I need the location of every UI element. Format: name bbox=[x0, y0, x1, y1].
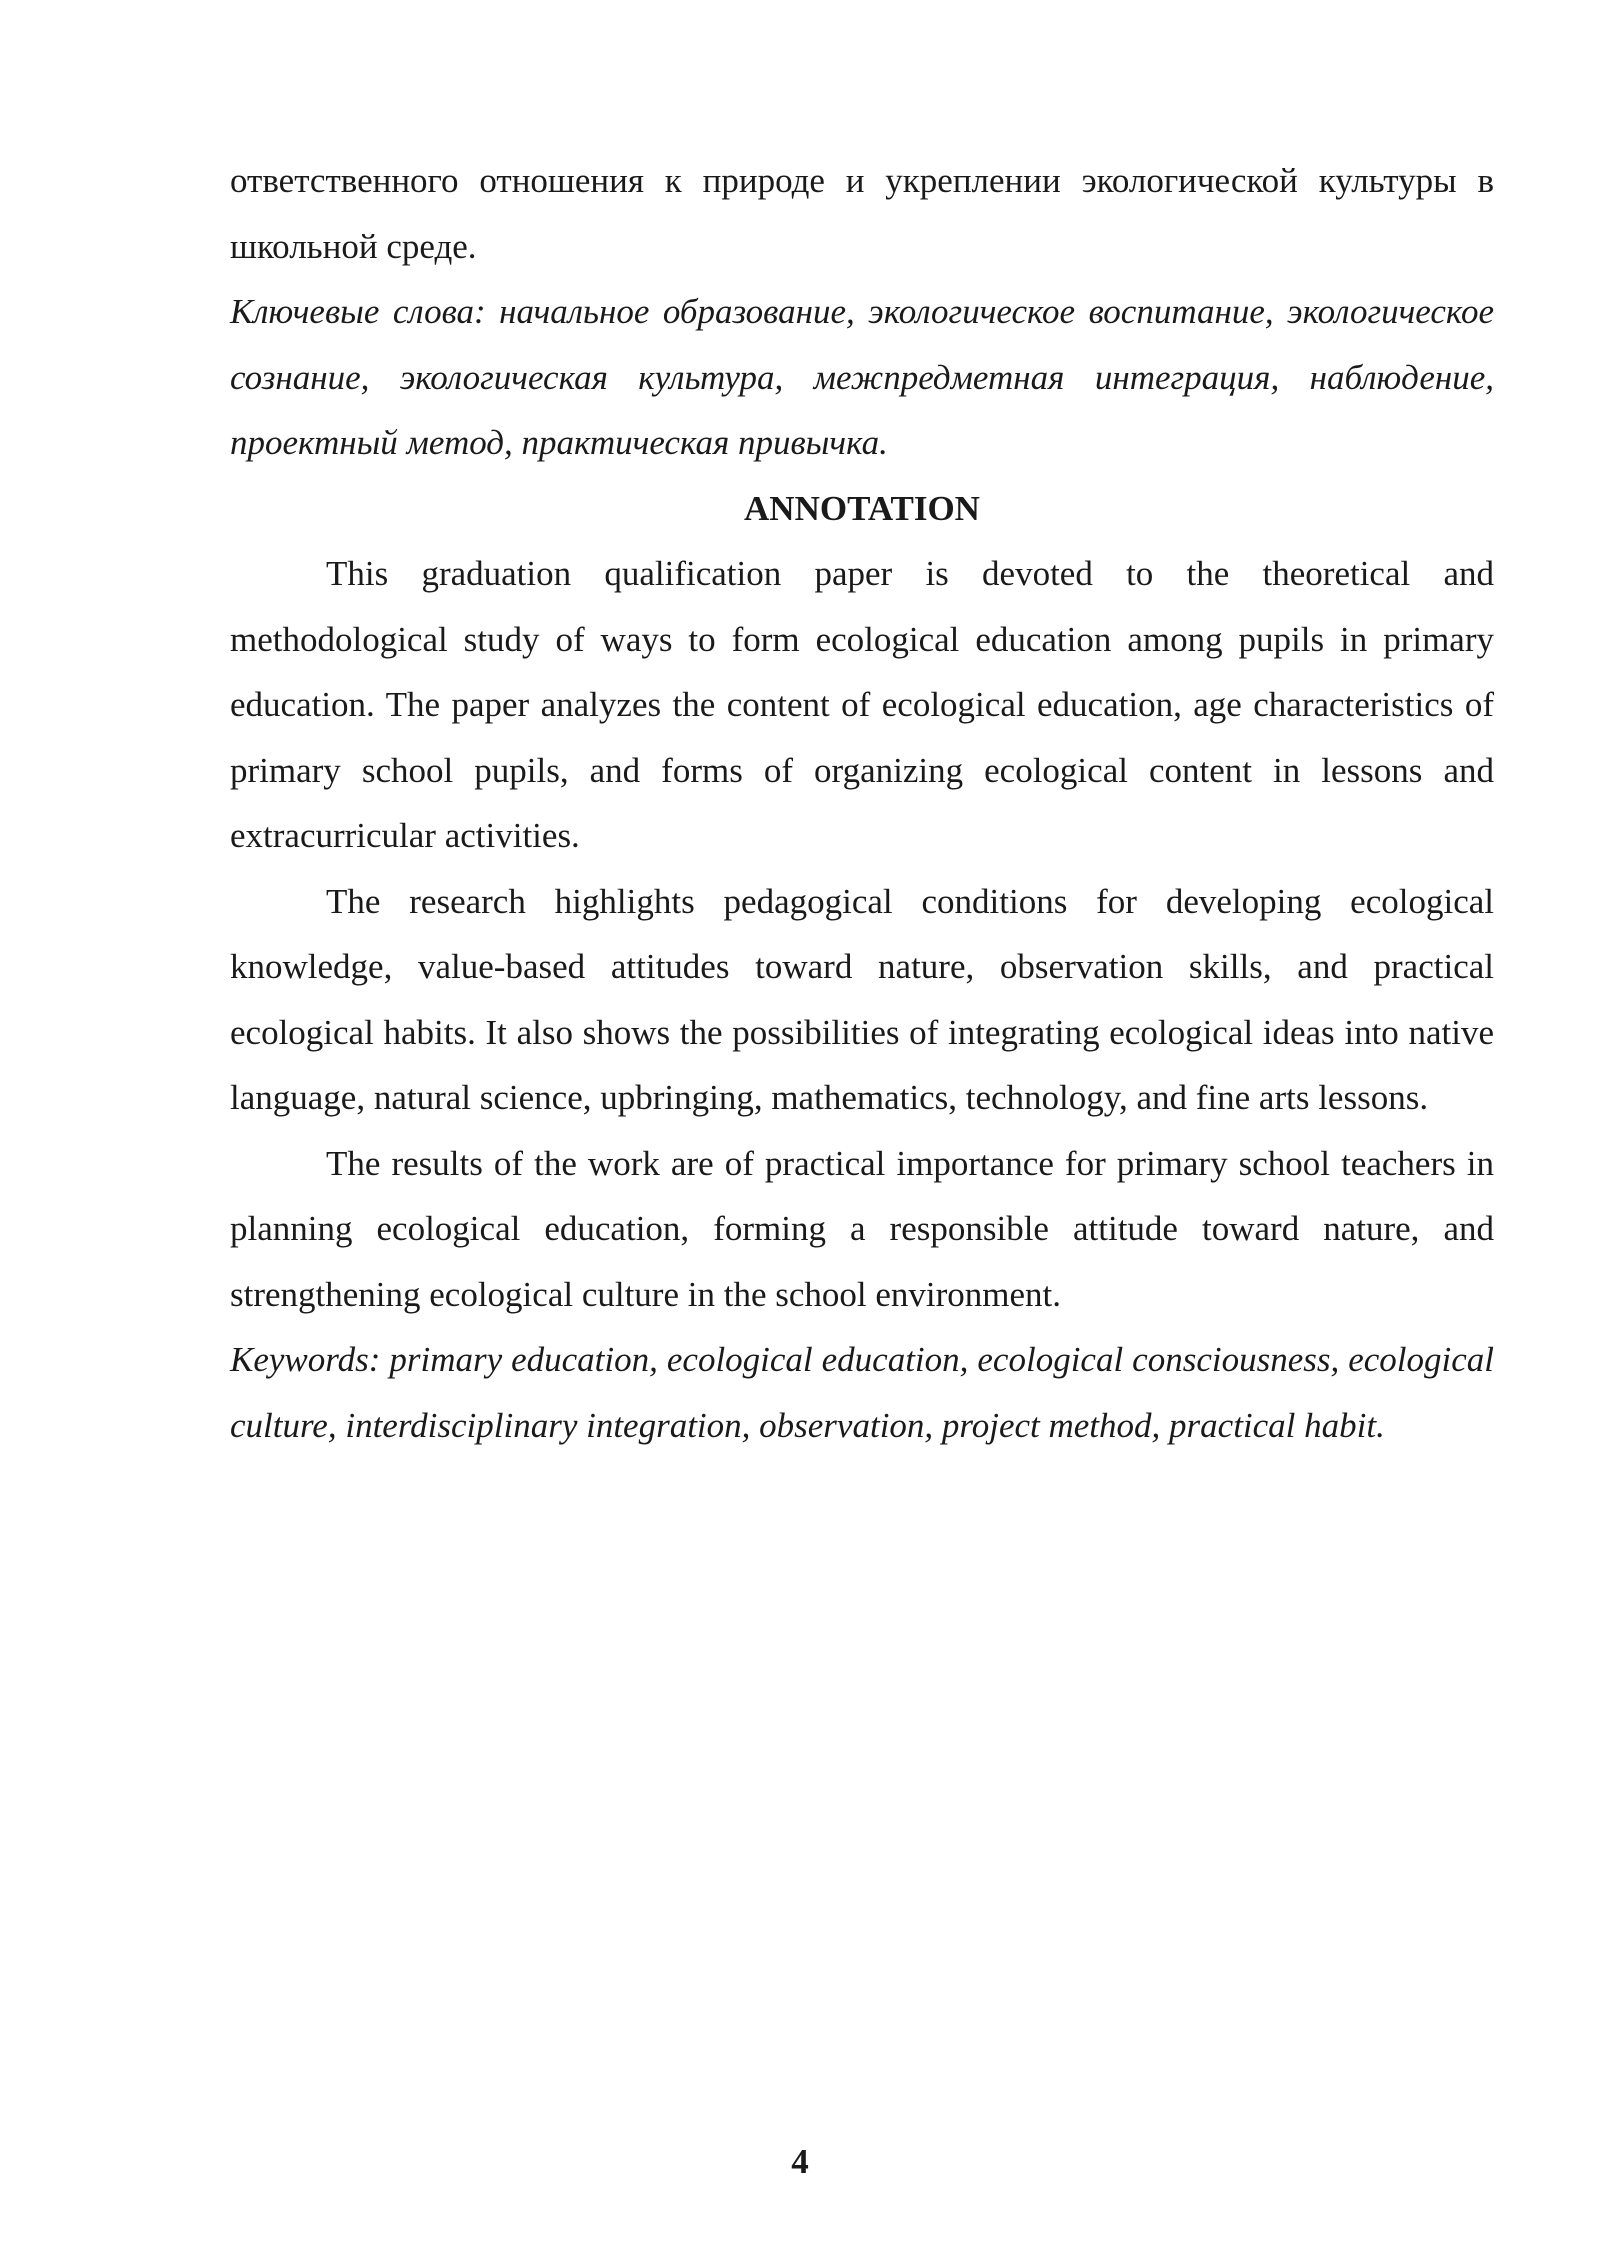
page-number: 4 bbox=[791, 2142, 809, 2181]
continuation-paragraph: ответственного отношения к природе и укреплении экологической культуры в школьной среде. bbox=[230, 161, 1494, 266]
annotation-heading: ANNOTATION bbox=[744, 488, 980, 528]
document-page bbox=[230, 148, 1494, 1458]
annotation-paragraph-3: The results of the work are of practical importance for primary school teachers in planning ecological education, forming a responsible attitude toward nature, and strengthening ecological culture in the school environment. bbox=[230, 1143, 1494, 1314]
keywords-english: Keywords: primary education, ecological education, ecological consciousness, ecological culture, interdisciplinary integration, observation, project method, practical habit. bbox=[230, 1340, 1494, 1445]
keywords-russian: Ключевые слова: начальное образование, экологическое воспитание, экологическое сознание, экологическая культура, межпредметная интеграция, наблюдение, проектный метод, практическая привычка. bbox=[230, 292, 1494, 462]
annotation-paragraph-1: This graduation qualification paper is devoted to the theoretical and methodological study of ways to form ecological education among pupils in primary education. The paper analyzes the content of ecological education, age characteristics of primary school pupils, and forms of organizing ecological content in lessons and extracurricular activities. bbox=[230, 554, 1494, 855]
annotation-paragraph-2: The research highlights pedagogical conditions for developing ecological knowledge, value-based attitudes toward nature, observation skills, and practical ecological habits. It also shows the possibilities of integrating ecological ideas into native language, natural science, upbringing, mathematics, technology, and fine arts lessons. bbox=[230, 881, 1494, 1117]
